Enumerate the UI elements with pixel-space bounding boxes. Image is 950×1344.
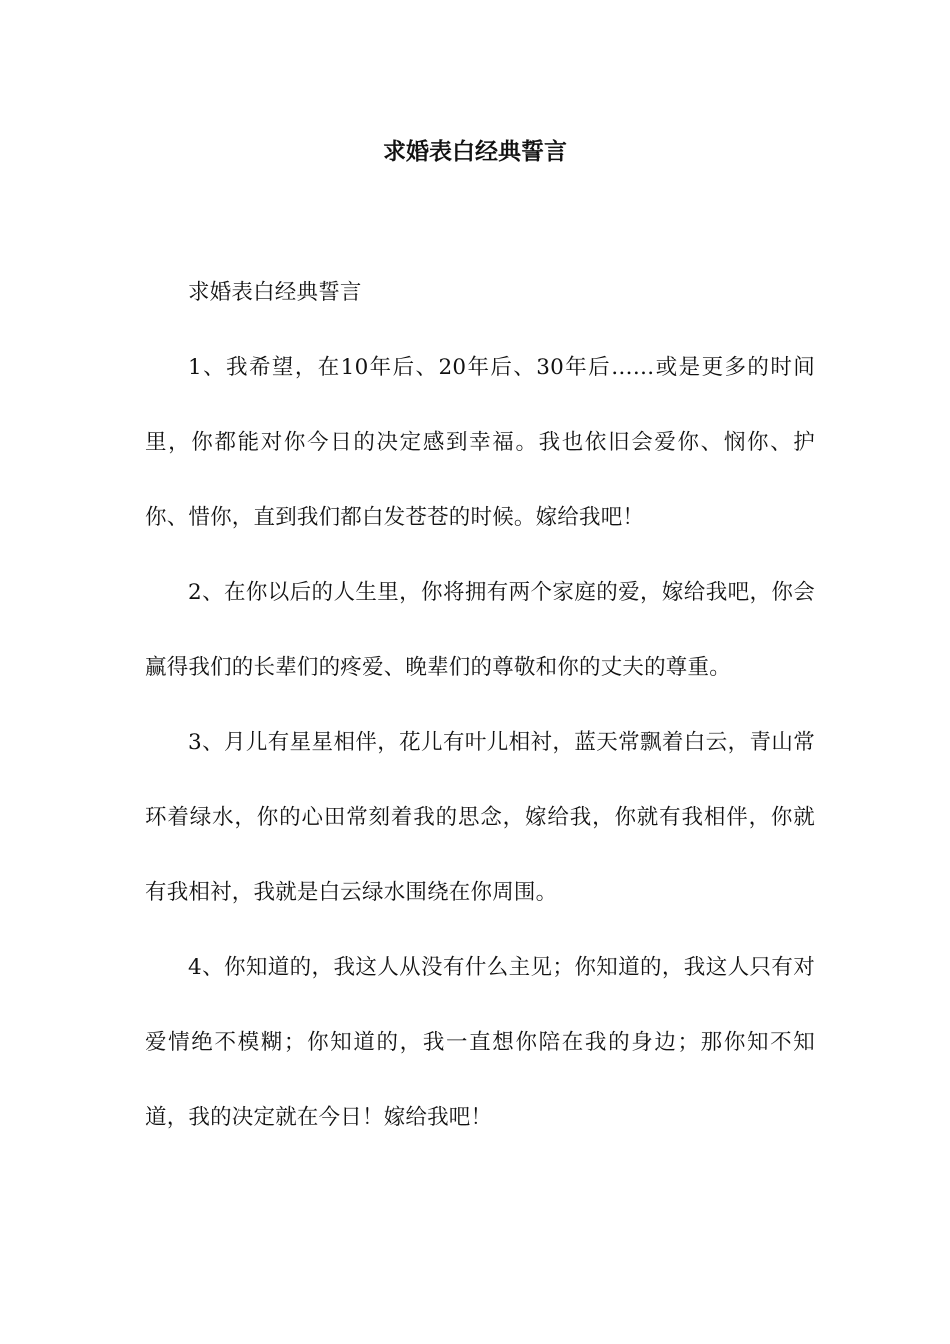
paragraph-vow-1: 1、我希望，在10年后、20年后、30年后……或是更多的时间里，你都能对你今日的决定感到幸福。我也依旧会爱你、悯你、护你、惜你，直到我们都白发苍苍的时候。嫁给我吧！ — [145, 355, 815, 530]
paragraph-vow-4: 4、你知道的，我这人从没有什么主见；你知道的，我这人只有对爱情绝不模糊；你知道的，我一直想你陪在我的身边；那你知不知道，我的决定就在今日！嫁给我吧！ — [145, 955, 815, 1130]
paragraph-vow-2: 2、在你以后的人生里，你将拥有两个家庭的爱，嫁给我吧，你会赢得我们的长辈们的疼爱、晚辈们的尊敬和你的丈夫的尊重。 — [145, 580, 815, 680]
document-body — [145, 255, 815, 1155]
paragraph-vow-3: 3、月儿有星星相伴，花儿有叶儿相衬，蓝天常飘着白云，青山常环着绿水，你的心田常刻着我的思念，嫁给我，你就有我相伴，你就有我相衬，我就是白云绿水围绕在你周围。 — [145, 730, 815, 905]
paragraph-subtitle: 求婚表白经典誓言 — [188, 280, 362, 305]
document-title: 求婚表白经典誓言 — [383, 138, 567, 165]
